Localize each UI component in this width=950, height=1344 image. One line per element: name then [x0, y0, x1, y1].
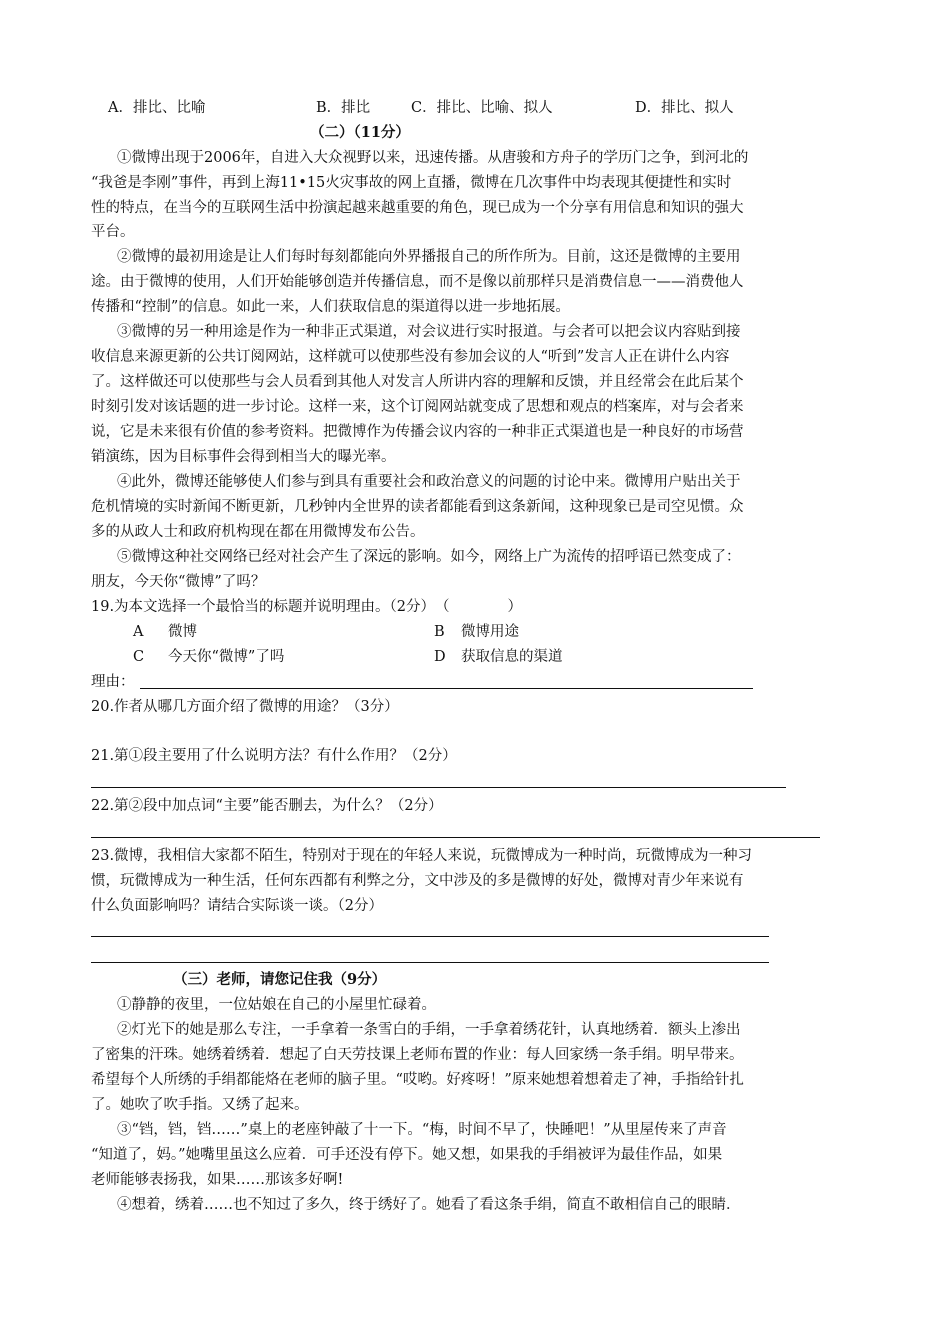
s2-p3-line1: ③微博的另一种用途是作为一种非正式渠道，对会议进行实时报道。与会者可以把会议内容贴到接 — [117, 324, 741, 340]
s2-p1-line3: 性的特点，在当今的互联网生活中扮演起越来越重要的角色，现已成为一个分享有用信息和知识的强大 — [91, 200, 744, 216]
q23-line1: 23.微博，我相信大家都不陌生，特别对于现在的年轻人来说，玩微博成为一种时尚，玩微博成为一种习 — [91, 848, 753, 864]
q19-answer-line[interactable] — [140, 688, 753, 689]
q19-reason-label: 理由： — [91, 674, 135, 690]
s2-p3-line6: 销演练，因为目标事件会得到相当大的曝光率。 — [91, 449, 396, 465]
q19-option-d-text: 获取信息的渠道 — [461, 649, 563, 665]
s2-p3-line4: 时刻引发对该话题的进一步讨论。这样一来，这个订阅网站就变成了思想和观点的档案库，对与会者来 — [91, 399, 744, 415]
s3-p3-line1: ③“铛，铛，铛……”桌上的老座钟敲了十一下。“梅，时间不早了，快睡吧！”从里屋传来了声音 — [117, 1122, 727, 1138]
q19-prompt: 19.为本文选择一个最恰当的标题并说明理由。（2分） （ ） — [91, 599, 523, 615]
s3-p2-line2: 了密集的汗珠。她绣着绣着．想起了白天劳技课上老师布置的作业：每人回家绣一条手绢。明早带来。 — [91, 1047, 744, 1063]
s3-p3-line2: “知道了，妈。”她嘴里虽这么应着．可手还没有停下。她又想，如果我的手绢被评为最佳作品，如果 — [91, 1147, 723, 1163]
q19-option-b-text: 微博用途 — [461, 624, 519, 640]
q20-prompt: 20.作者从哪几方面介绍了微博的用途？（3分） — [91, 699, 399, 715]
section2-heading: （二）（11分） — [310, 124, 410, 141]
q23-line2: 惯，玩微博成为一种生活，任何东西都有利弊之分，文中涉及的多是微博的好处，微博对青少年来说有 — [91, 873, 744, 889]
q22-prompt: 22.第②段中加点词“主要”能否删去，为什么？（2分） — [91, 798, 443, 814]
q19-option-a-letter: A — [133, 624, 144, 640]
s2-p5-line1: ⑤微博这种社交网络已经对社会产生了深远的影响。如今，网络上广为流传的招呼语已然变成了： — [117, 549, 741, 565]
s2-p3-line5: 说，它是未来很有价值的参考资料。把微博作为传播会议内容的一种非正式渠道也是一种良好的市场营 — [91, 424, 744, 440]
s3-p2-line3: 希望每个人所绣的手绢都能烙在老师的脑子里。“哎哟。好疼呀！”原来她想着想着走了神，手指给针扎 — [91, 1072, 744, 1088]
s2-p4-line3: 多的从政人士和政府机构现在都在用微博发布公告。 — [91, 524, 425, 540]
option-b: B．排比 — [316, 100, 371, 116]
s3-p2-line4: 了。她吹了吹手指。又绣了起来。 — [91, 1097, 309, 1113]
option-c: C．排比、比喻、拟人 — [411, 100, 553, 116]
q19-option-d-letter: D — [434, 649, 446, 665]
s2-p4-line1: ④此外，微博还能够使人们参与到具有重要社会和政治意义的问题的讨论中来。微博用户贴出关于 — [117, 474, 741, 490]
q19-option-b-letter: B — [434, 624, 445, 640]
s2-p1-line4: 平台。 — [91, 224, 135, 240]
s2-p2-line3: 传播和“控制”的信息。如此一来，人们获取信息的渠道得以进一步地拓展。 — [91, 299, 570, 315]
section3-heading: （三）老师，请您记住我（9分） — [173, 971, 387, 988]
q19-option-c-letter: C — [133, 649, 145, 665]
s2-p5-line2: 朋友，今天你“微博”了吗？ — [91, 574, 266, 590]
q21-answer-line[interactable] — [91, 787, 786, 788]
s3-p1-line1: ①静静的夜里，一位姑娘在自己的小屋里忙碌着。 — [117, 997, 436, 1013]
q22-answer-line[interactable] — [91, 837, 820, 838]
s2-p2-line1: ②微博的最初用途是让人们每时每刻都能向外界播报自己的所作所为。目前，这还是微博的主要用 — [117, 249, 741, 265]
q21-prompt: 21.第①段主要用了什么说明方法？有什么作用？（2分） — [91, 748, 457, 764]
q23-answer-line-2[interactable] — [91, 962, 769, 963]
option-d: D．排比、拟人 — [635, 100, 734, 116]
option-a: A．排比、比喻 — [108, 100, 206, 116]
s2-p1-line1: ①微博出现于2006年，自进入大众视野以来，迅速传播。从唐骏和方舟子的学历门之争，到河北的 — [117, 150, 749, 166]
s2-p4-line2: 危机情境的实时新闻不断更新，几秒钟内全世界的读者都能看到这条新闻，这种现象已是司空见惯。众 — [91, 499, 744, 515]
q19-option-a-text: 微博 — [168, 624, 197, 640]
s3-p3-line3: 老师能够表扬我，如果……那该多好啊! — [91, 1172, 344, 1188]
s3-p2-line1: ②灯光下的她是那么专注，一手拿着一条雪白的手绢，一手拿着绣花针，认真地绣着．额头上渗出 — [117, 1022, 741, 1038]
s2-p3-line2: 收信息来源更新的公共订阅网站，这样就可以使那些没有参加会议的人“听到”发言人正在讲什么内容 — [91, 349, 730, 365]
s2-p2-line2: 途。由于微博的使用，人们开始能够创造并传播信息，而不是像以前那样只是消费信息一——消费他人 — [91, 274, 744, 290]
q19-option-c-text: 今天你“微博”了吗 — [168, 649, 285, 665]
s3-p4-line1: ④想着，绣着……也不知过了多久，终于绣好了。她看了看这条手绢，简直不敢相信自己的眼睛． — [117, 1197, 741, 1213]
q23-answer-line-1[interactable] — [91, 936, 769, 937]
s2-p1-line2: “我爸是李刚”事件，再到上海11•15火灾事故的网上直播，微博在几次事件中均表现其便捷性和实时 — [91, 175, 732, 191]
q23-line3: 什么负面影响吗？请结合实际谈一谈。（2分） — [91, 898, 383, 914]
s2-p3-line3: 了。这样做还可以使那些与会人员看到其他人对发言人所讲内容的理解和反馈，并且经常会在此后某个 — [91, 374, 744, 390]
